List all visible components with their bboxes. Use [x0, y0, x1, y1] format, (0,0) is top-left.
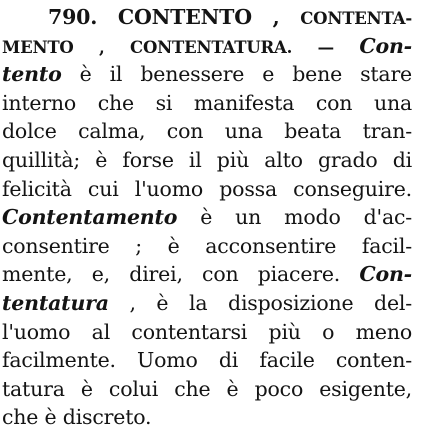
text-line	[2, 176, 412, 202]
text-line	[2, 33, 412, 59]
text-segment: CONTENTA-	[300, 9, 412, 28]
text-segment: è un modo d'ac-	[177, 205, 412, 230]
text-line	[2, 376, 412, 402]
text-line	[2, 90, 412, 116]
text-segment: tentatura	[2, 291, 109, 315]
text-segment: mente, e, direi, con piacere.	[2, 262, 360, 287]
text-line	[2, 61, 412, 87]
text-segment: Con-	[359, 33, 412, 58]
text-segment: consentire ; è acconsentire facil-	[2, 233, 412, 258]
text-segment: Con-	[359, 262, 412, 287]
text-segment: MENTO ,	[2, 37, 131, 57]
text-line	[2, 319, 412, 345]
text-segment: che è discreto.	[2, 405, 152, 430]
text-line	[2, 347, 412, 373]
text-line	[2, 233, 412, 259]
text-segment: interno che si manifesta con una	[2, 90, 412, 115]
text-segment: quillità; è forse il più alto grado di	[2, 148, 412, 172]
text-segment: facilmente. Uomo di facile conten-	[2, 348, 412, 373]
text-line	[2, 404, 412, 430]
text-segment: , è la disposizione del-	[108, 291, 412, 315]
text-line	[2, 204, 412, 230]
text-segment: Contentamento	[2, 205, 178, 230]
text-line	[2, 290, 412, 316]
text-segment: dolce calma, con una beata tran-	[2, 119, 412, 144]
text-segment: CONTENTATURA. —	[130, 37, 360, 57]
text-segment: è il benessere e bene stare	[61, 62, 412, 87]
text-line	[2, 147, 412, 173]
text-segment: 790. CONTENTO ,	[48, 5, 301, 29]
text-segment: l'uomo al contentarsi più o meno	[2, 319, 412, 344]
text-segment: felicità cui l'uomo possa conseguire.	[2, 176, 412, 201]
text-segment: tatura è colui che è poco esigente,	[2, 376, 412, 401]
text-line	[2, 118, 412, 144]
text-line	[2, 261, 412, 287]
text-segment: tento	[2, 62, 62, 87]
text-line	[48, 4, 412, 30]
